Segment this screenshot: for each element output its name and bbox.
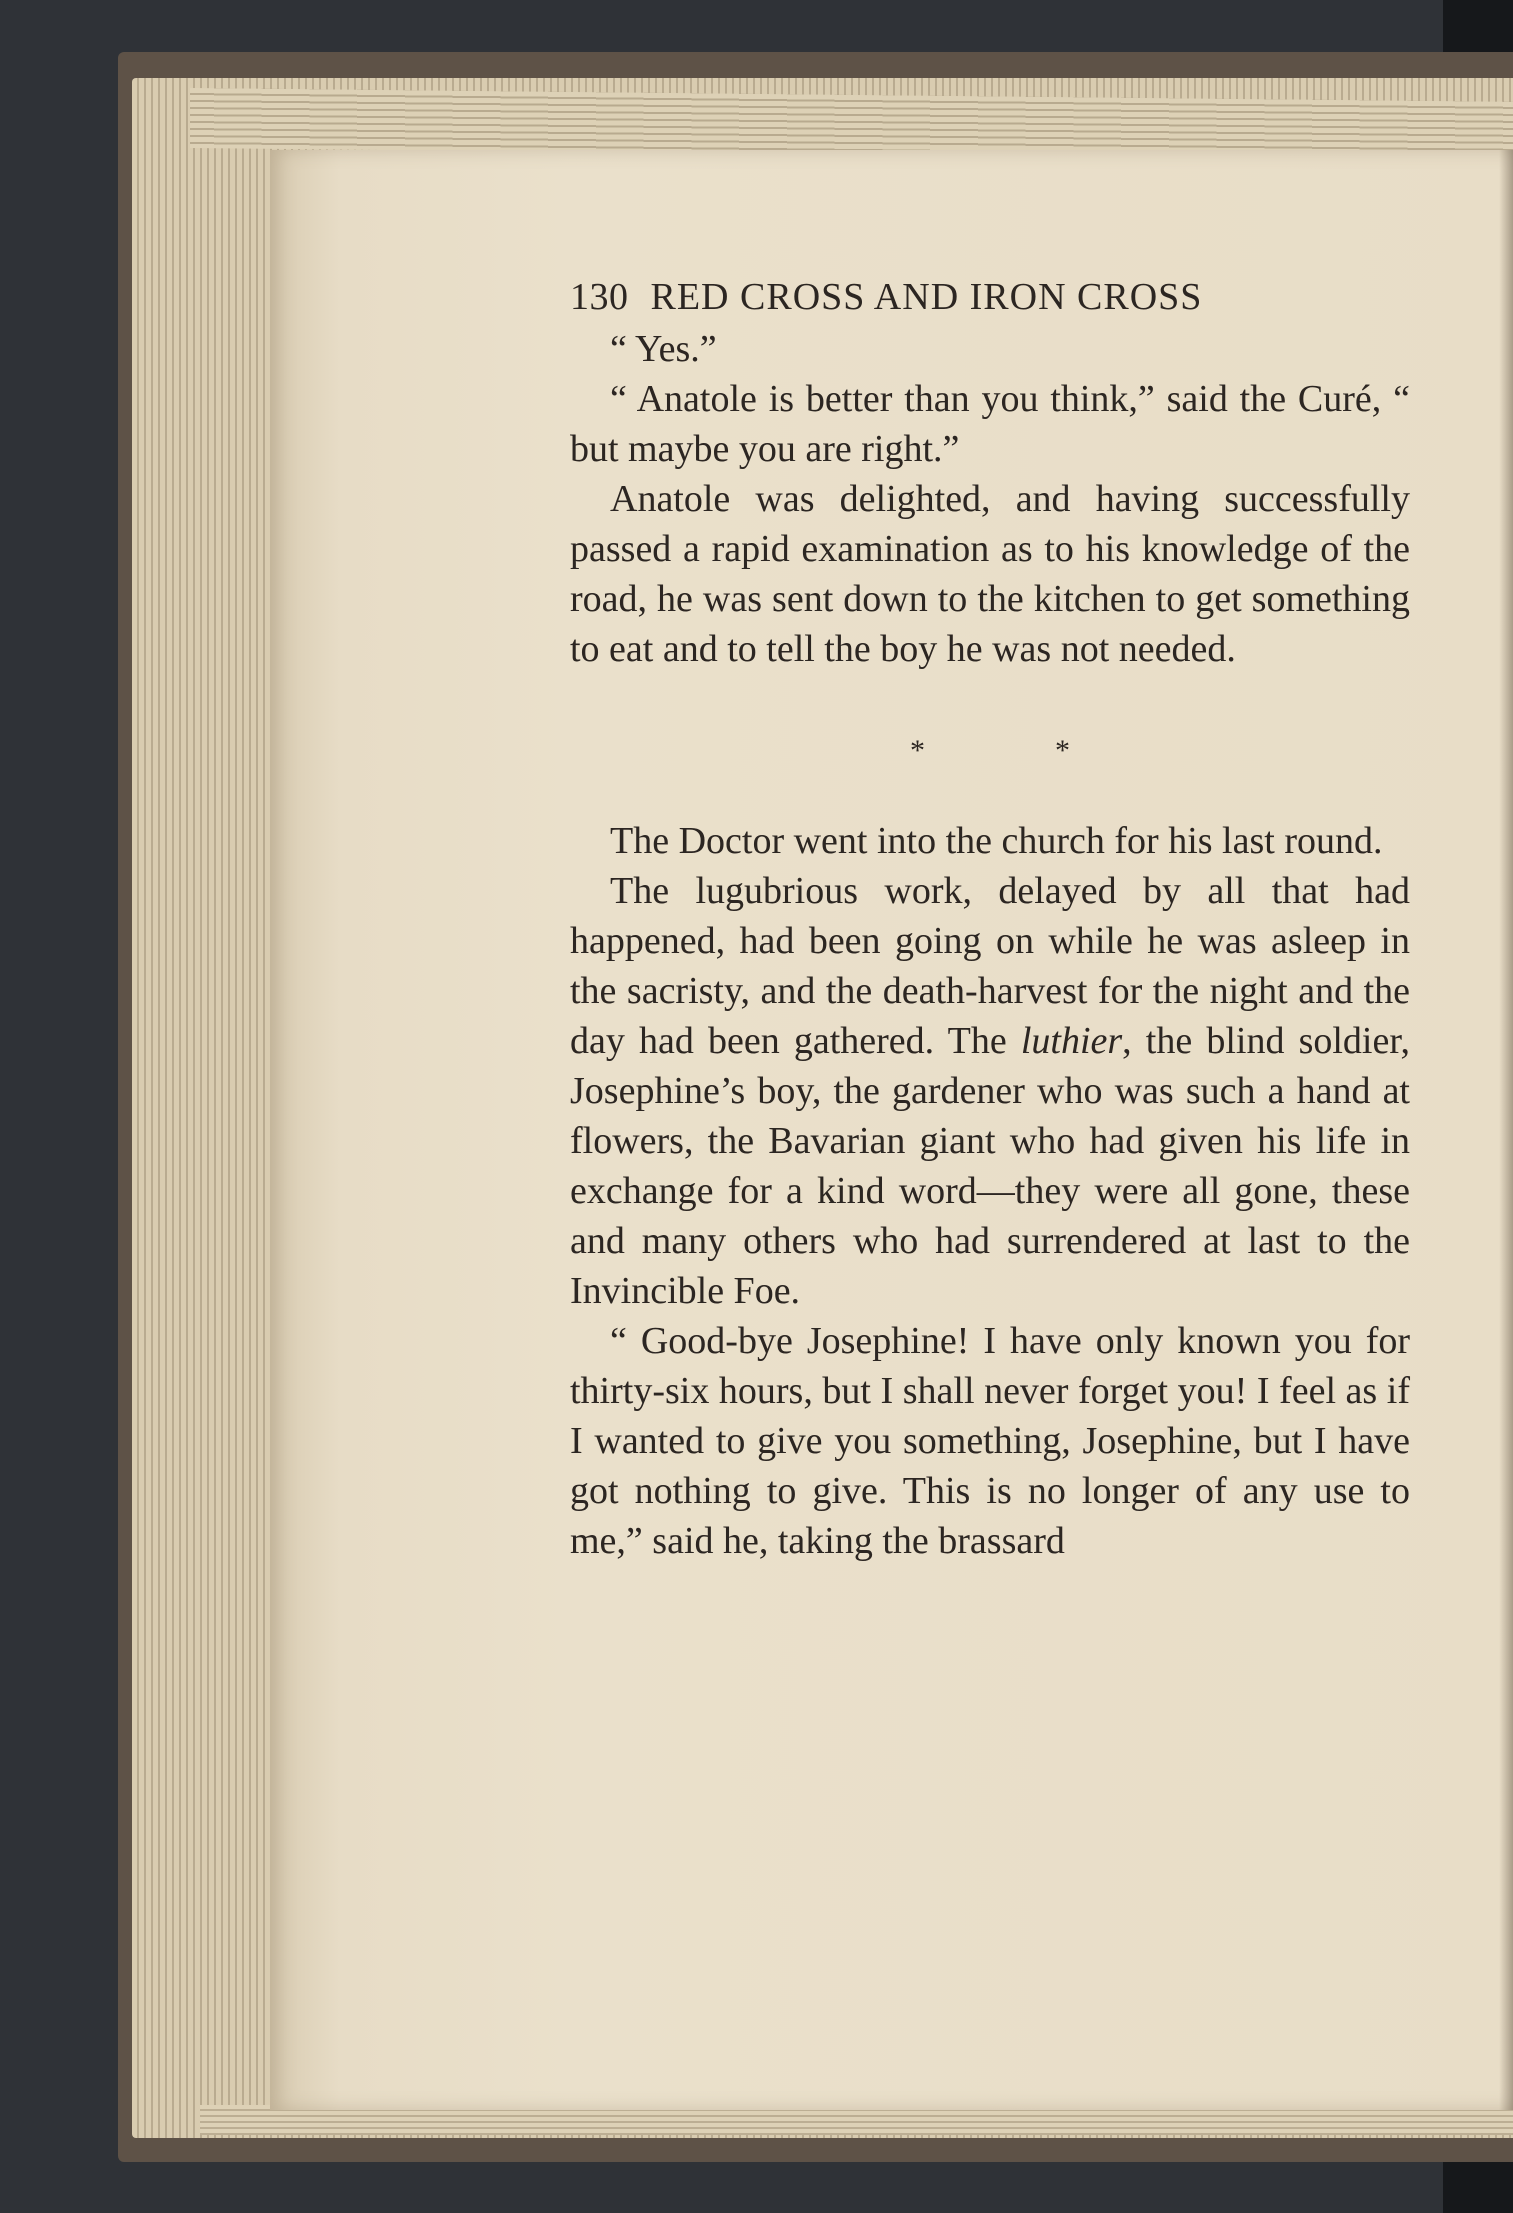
section-break xyxy=(570,674,1410,816)
running-title: RED CROSS AND IRON CROSS xyxy=(650,276,1203,318)
page-gutter-shadow xyxy=(1499,150,1513,2110)
running-header xyxy=(570,272,1410,322)
paragraph-text: The lugubrious work, delayed by all that had happened, had been going on while he was asleep in the sacristy, and the death-harvest for the night and the day had been gathered. The xyxy=(570,870,1410,1062)
page-number: 130 xyxy=(570,276,629,318)
paragraph-yes: “ Yes.” xyxy=(610,328,717,370)
paragraph-lugubrious-work xyxy=(570,866,1410,1316)
paragraph-goodbye-josephine: “ Good-bye Josephine! I have only known you for thirty-six hours, but I shall never forget you! I feel as if I wanted to give you something, Josephine, but I have got nothing to give. This is no longer of any use to me,” said he, taking the brassard xyxy=(570,1320,1410,1562)
paragraph-anatole-better: “ Anatole is better than you think,” said the Curé, “ but maybe you are right.” xyxy=(570,378,1410,470)
paragraph-text: , the blind soldier, Josephine’s boy, the gardener who was such a hand at flowers, the Bavarian giant who had given his life in exchange for a kind word—they were all gone, these and many others who had surrendered at last to the Invincible Foe. xyxy=(570,1020,1410,1312)
paragraph-anatole-delighted: Anatole was delighted, and having successfully passed a rapid examination as to his knowledge of the road, he was sent down to the kitchen to get something to eat and to tell the boy he was not needed. xyxy=(570,478,1410,670)
section-break-asterisk: * xyxy=(910,734,925,767)
italic-word-luthier: luthier xyxy=(1020,1020,1123,1062)
section-break-asterisk: * xyxy=(1055,734,1070,767)
page-text xyxy=(570,272,1410,1566)
paragraph-doctor-church: The Doctor went into the church for his last round. xyxy=(610,820,1383,862)
